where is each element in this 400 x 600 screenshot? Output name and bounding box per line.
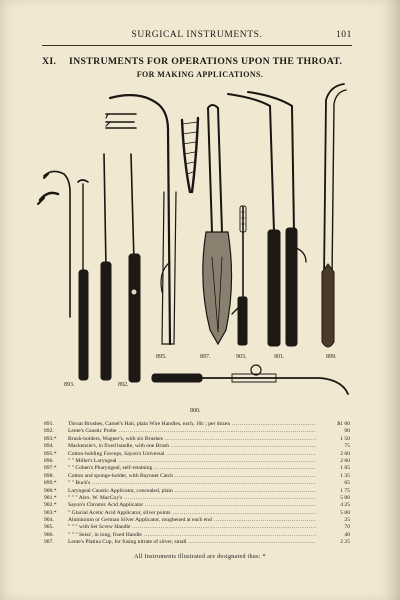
list-item: 893.* Brush-holders, Wagner's, with six Brushes ..... 1 50: [44, 436, 350, 443]
header-rule: [42, 45, 352, 46]
list-item: 895.* Cotton-holding Forceps, Sayon's Universal ..... 2 60: [44, 451, 350, 458]
list-item: 905. " " " with Set Screw Handle ..... 70: [44, 524, 350, 531]
list-item: 904. Aluminium or German Silver Applicator, roughened at each end ..... 25: [44, 517, 350, 524]
instrument-897-illustration: [182, 118, 198, 192]
page-header: [42, 30, 352, 46]
section-title: INSTRUMENTS FOR OPERATIONS UPON THE THROAT.: [69, 56, 343, 67]
list-item: 901.* " " " Alex. W. MacCoy's ..... 5 00: [44, 495, 350, 502]
figure-label-893: 893.: [64, 382, 75, 388]
instrument-illustration: [30, 82, 360, 414]
instrument-892-illustration: [101, 154, 140, 382]
figure-label-900: 900.: [190, 408, 201, 414]
instrument-903-illustration: [232, 206, 247, 345]
instrument-899-illustration: [322, 84, 346, 347]
running-title: SURGICAL INSTRUMENTS.: [131, 30, 263, 40]
figure-label-895: 895.: [156, 354, 167, 360]
figure-label-892: 892.: [118, 382, 129, 388]
instrument-897b-illustration: [203, 105, 232, 344]
list-item: 892. Lente's Caustic Probe ..... 90: [44, 428, 350, 435]
instrument-895-illustration: [110, 95, 176, 344]
page-number: 101: [335, 30, 352, 40]
instrument-893-illustration: [38, 171, 88, 380]
list-item: 899.* " " Buck's ..... 65: [44, 480, 350, 487]
figure-label-897: 897.: [200, 354, 211, 360]
section-heading: [42, 56, 352, 67]
list-item: 894. Mackenzie's, in fixed handle, with one Brush ..... 75: [44, 443, 350, 450]
list-item: 906. " " " Seiss', in long, fixed Handle ..... 40: [44, 532, 350, 539]
section-number: XI.: [42, 56, 57, 67]
list-item: 896. " " Miller's Laryngeal ..... 2 60: [44, 458, 350, 465]
instrument-900-illustration: [152, 365, 348, 394]
list-item: 891. Throat Brushes, Camel's Hair, plain Wire Handles, each, 10c ; per dozen ..... $1 00: [44, 421, 350, 428]
figure-label-901: 901.: [274, 354, 285, 360]
figure-label-899: 899.: [326, 354, 337, 360]
list-item: 898. Cotton and sponge-holder, with Bayonet Catch ..... 1 35: [44, 473, 350, 480]
instrument-tips-illustration: [106, 114, 136, 128]
subsection-heading: FOR MAKING APPLICATIONS.: [136, 70, 264, 79]
list-item: 897.* " " Cohen's Pharyngeal, self-retaining ..... 1 85: [44, 465, 350, 472]
figure-label-903: 903.: [236, 354, 247, 360]
list-item: 907. Lente's Platina Cup, for fusing nitrate of silver, small ..... 2 25: [44, 539, 350, 546]
footer-note: All Instruments illustrated are designated thus: *: [134, 554, 266, 560]
list-item: 902.* Sayon's Chromic Acid Applicator ..... 4 25: [44, 502, 350, 509]
price-list: [44, 421, 350, 547]
list-item: 900.* Laryngeal Caustic Applicator, concealed, plain ..... 1 75: [44, 488, 350, 495]
list-item: 903.* " Glacial Acetic Acid Applicator, silver points ..... 5 00: [44, 510, 350, 517]
